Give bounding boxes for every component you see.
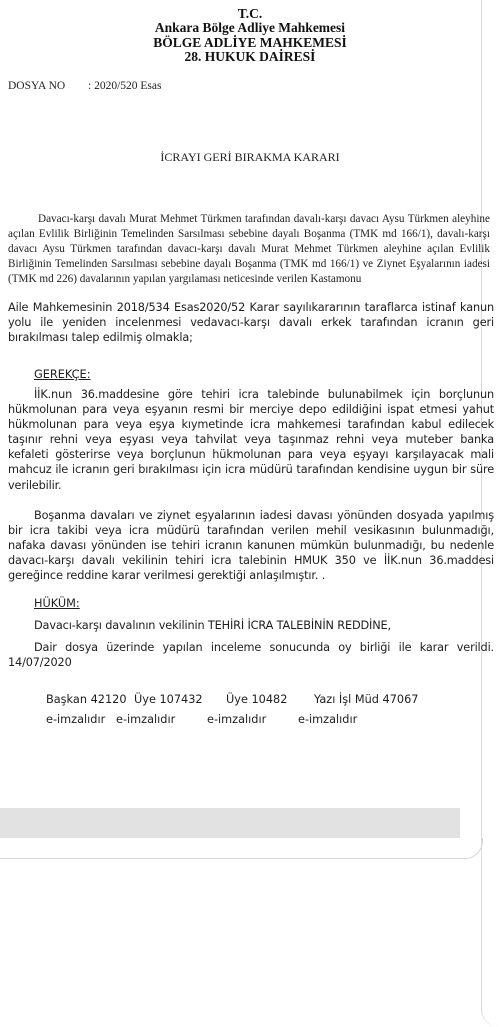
intro-paragraph-continuation: Aile Mahkemesinin 2018/534 Esas2020/52 Karar sayılıkararının taraflarca istinaf kanun yolu ile yeniden incelenmesi vedavacı-karşı davalı erkek tarafından icranın geri bırakılması talep edilmiş olmakla; bbox=[8, 301, 494, 345]
signature-status-2: e-imzalıdır bbox=[116, 713, 176, 726]
signature-role-3: Üye 10482 bbox=[226, 693, 288, 706]
reasoning-heading: GEREKÇE: bbox=[34, 368, 91, 381]
signature-status-4: e-imzalıdır bbox=[298, 713, 358, 726]
header-court-upper: BÖLGE ADLİYE MAHKEMESİ bbox=[153, 35, 347, 50]
signature-status-1: e-imzalıdır bbox=[46, 713, 106, 726]
reasoning-paragraph-1: İİK.nun 36.maddesine göre tehiri icra talebinde bulunabilmek için borçlunun hükmolunan para veya eşyanın resmi bir merciye depo edildiğini ispat etmesi yahut hükmolunan para veya eşya kıymetinde icra mahkemesi tarafından kabul edilecek taşınır rehni veya eşyası veya tahvilat veya taşınmaz rehni veya muteber banka kefaleti gösterirse veya borçlunun hükmolunan para veya eşyayı karşılayacak mali mahcuz ile icranın geri bırakılması için icra müdürü tarafından kendisine uygun bir süre verilebilir. bbox=[8, 388, 494, 492]
bottom-gray-bar bbox=[0, 808, 460, 838]
judgment-line-1: Davacı-karşı davalının vekilinin TEHİRİ İCRA TALEBİNİN REDDİNE, bbox=[34, 619, 391, 632]
signature-role-2: Üye 107432 bbox=[134, 693, 203, 706]
page-curve bbox=[0, 838, 483, 859]
file-number-value: : 2020/520 Esas bbox=[88, 80, 162, 92]
signature-role-1: Başkan 42120 bbox=[46, 693, 127, 706]
header-court: Ankara Bölge Adliye Mahkemesi bbox=[154, 20, 346, 35]
reasoning-paragraph-2: Boşanma davaları ve ziynet eşyalarının iadesi davası yönünden dosyada yapılmış bir icra takibi veya icra müdürü tarafından verilen mehil vesikasının bulunmadığı, nafaka davası yönünden ise tehiri icranın kanunen mümkün bulunmadığı, bu nedenle davacı-karşı davalı vekilinin tehiri icra talebinin HMUK 350 ve İİK.nun 36.maddesi gereğince reddine karar verilmesi gerektiği anlaşılmıştır. . bbox=[8, 509, 494, 583]
header-tc: T.C. bbox=[237, 6, 263, 21]
file-number-label: DOSYA NO bbox=[8, 80, 66, 92]
header-chamber: 28. HUKUK DAİRESİ bbox=[184, 49, 316, 64]
decision-title: İCRAYI GERİ BIRAKMA KARARI bbox=[160, 150, 340, 164]
judgment-line-2: Dair dosya üzerinde yapılan inceleme sonucunda oy birliği ile karar verildi. 14/07/2020 bbox=[8, 641, 494, 670]
signature-role-4: Yazı İşl Müd 47067 bbox=[314, 693, 419, 706]
signature-status-3: e-imzalıdır bbox=[207, 713, 267, 726]
judgment-heading: HÜKÜM: bbox=[34, 597, 80, 610]
intro-paragraph: Davacı-karşı davalı Murat Mehmet Türkmen tarafından davalı-karşı davacı Aysu Türkmen aleyhine açılan Evlilik Birliğinin Temelinden Sarsılması sebebine dayalı Boşanma (TMK md 166/1), davalı-karşı davacı Aysu Türkmen tarafından davacı-karşı davalı Murat Mehmet Türkmen aleyhine açılan Evlilik Birliğinin Temelinden Sarsılması sebebine dayalı Boşanma (TMK md 166/1) ve Ziynet Eşyalarının iadesi (TMK md 226) davalarının yapılan yargılaması neticesinde verilen Kastamonu bbox=[8, 213, 490, 285]
